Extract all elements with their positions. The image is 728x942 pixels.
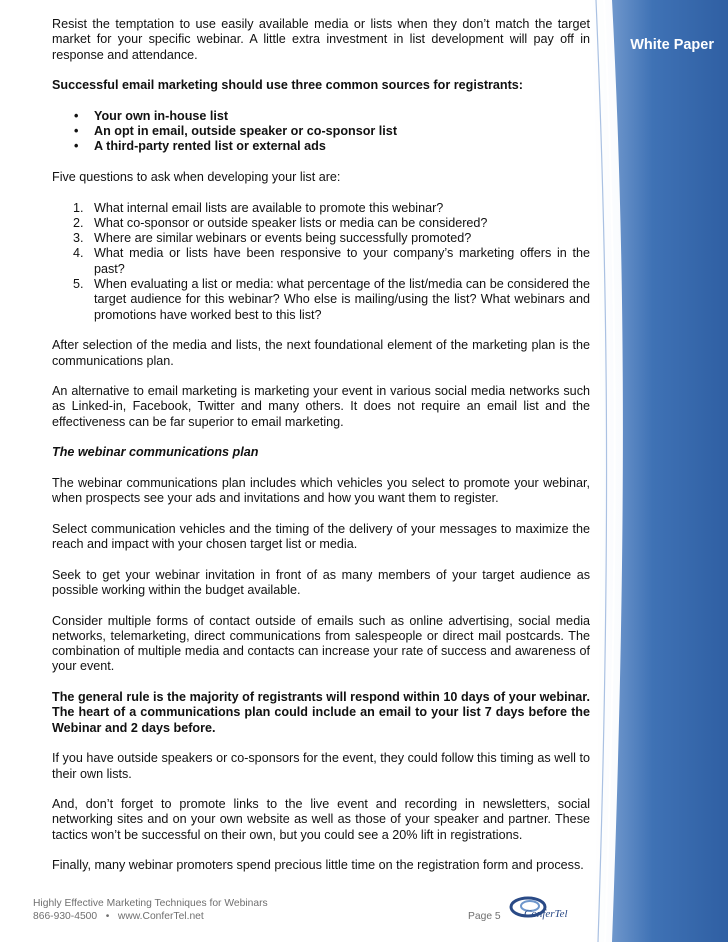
- item-text: What media or lists have been responsive to your company’s marketing offers in the past?: [94, 246, 590, 276]
- list-item: [73, 231, 590, 246]
- list-item: [73, 200, 590, 216]
- item-text: When evaluating a list or media: what percentage of the list/media can be considered the target audience for this webinar? Who else is mailing/using the list? What webinars and promotions have worked best to this list?: [94, 277, 590, 322]
- list-item: • Your own in-house list: [94, 109, 590, 124]
- item-number: 5.: [73, 277, 84, 292]
- list-item: [73, 246, 590, 277]
- footer-website-link[interactable]: www.ConferTel.net: [117, 911, 204, 922]
- list-item: [73, 277, 590, 323]
- dont-forget-paragraph: And, don’t forget to promote links to the live event and recording in newsletters, social networking sites and on your own website as well as those of your speaker and partner. These tactics won’t be successful on their own, but you could see a 20% lift in registrations.: [52, 797, 590, 842]
- logo-text: ConferTel: [524, 908, 568, 920]
- list-item: [73, 215, 590, 231]
- page-number: Page 5: [468, 911, 501, 922]
- intro-paragraph: Resist the temptation to use easily available media or lists when they don’t match the target market for your specific webinar. A little extra investment in list development will pay off in response and attendance.: [52, 17, 590, 62]
- after-selection-paragraph: After selection of the media and lists, the next foundational element of the marketing plan is the communications plan.: [52, 338, 590, 368]
- sources-list: [52, 109, 590, 155]
- item-text: What internal email lists are available to promote this webinar?: [94, 200, 444, 215]
- item-number: 1.: [73, 200, 84, 215]
- list-item: • An opt in email, outside speaker or co-sponsor list: [94, 124, 590, 139]
- alternative-paragraph: An alternative to email marketing is marketing your event in various social media networks such as Linked-in, Facebook, Twitter and many others. It does not require an email list and the effectiveness can be far superior to email marketing.: [52, 384, 590, 429]
- questions-list: [52, 201, 590, 323]
- outside-speakers-paragraph: If you have outside speakers or co-sponsors for the event, they could follow this timing as well to their own lists.: [52, 751, 590, 781]
- plan-includes-paragraph: The webinar communications plan includes which vehicles you select to promote your webinar, when prospects see your ads and invitations and how you want them to register.: [52, 475, 590, 506]
- general-rule-paragraph: The general rule is the majority of registrants will respond within 10 days of your webinar. The heart of a communications plan could include an email to your list 7 days before the Webinar and 2 days before.: [52, 690, 590, 735]
- item-number: 3.: [73, 231, 84, 246]
- item-number: 4.: [73, 246, 84, 261]
- item-number: 2.: [73, 215, 84, 230]
- footer-title: Highly Effective Marketing Techniques for Webinars: [33, 898, 268, 909]
- consider-paragraph: Consider multiple forms of contact outside of emails such as online advertising, social media networks, telemarketing, direct communications from salespeople or direct mail postcards. The combination of multiple media and contacts can increase your rate of success and awareness of your event.: [52, 613, 590, 674]
- white-paper-label: White Paper: [630, 37, 714, 53]
- document-body: [52, 17, 590, 889]
- section-heading: The webinar communications plan: [52, 445, 259, 460]
- item-text: What co-sponsor or outside speaker lists or media can be considered?: [94, 215, 488, 230]
- seek-paragraph: Seek to get your webinar invitation in front of as many members of your target audience as possible working within the budget available.: [52, 567, 590, 597]
- select-vehicles-paragraph: Select communication vehicles and the timing of the delivery of your messages to maximize the reach and impact with your chosen target list or media.: [52, 521, 590, 552]
- item-text: Where are similar webinars or events being successfully promoted?: [94, 231, 472, 246]
- list-item: • A third-party rented list or external ads: [94, 139, 590, 154]
- footer-phone: 866-930-4500: [33, 911, 98, 922]
- finally-paragraph: Finally, many webinar promoters spend precious little time on the registration form and process.: [52, 858, 584, 873]
- questions-heading: Five questions to ask when developing your list are:: [52, 169, 341, 184]
- footer-separator: •: [105, 911, 110, 922]
- sources-heading: Successful email marketing should use three common sources for registrants:: [52, 78, 524, 93]
- confertel-logo: [508, 893, 568, 925]
